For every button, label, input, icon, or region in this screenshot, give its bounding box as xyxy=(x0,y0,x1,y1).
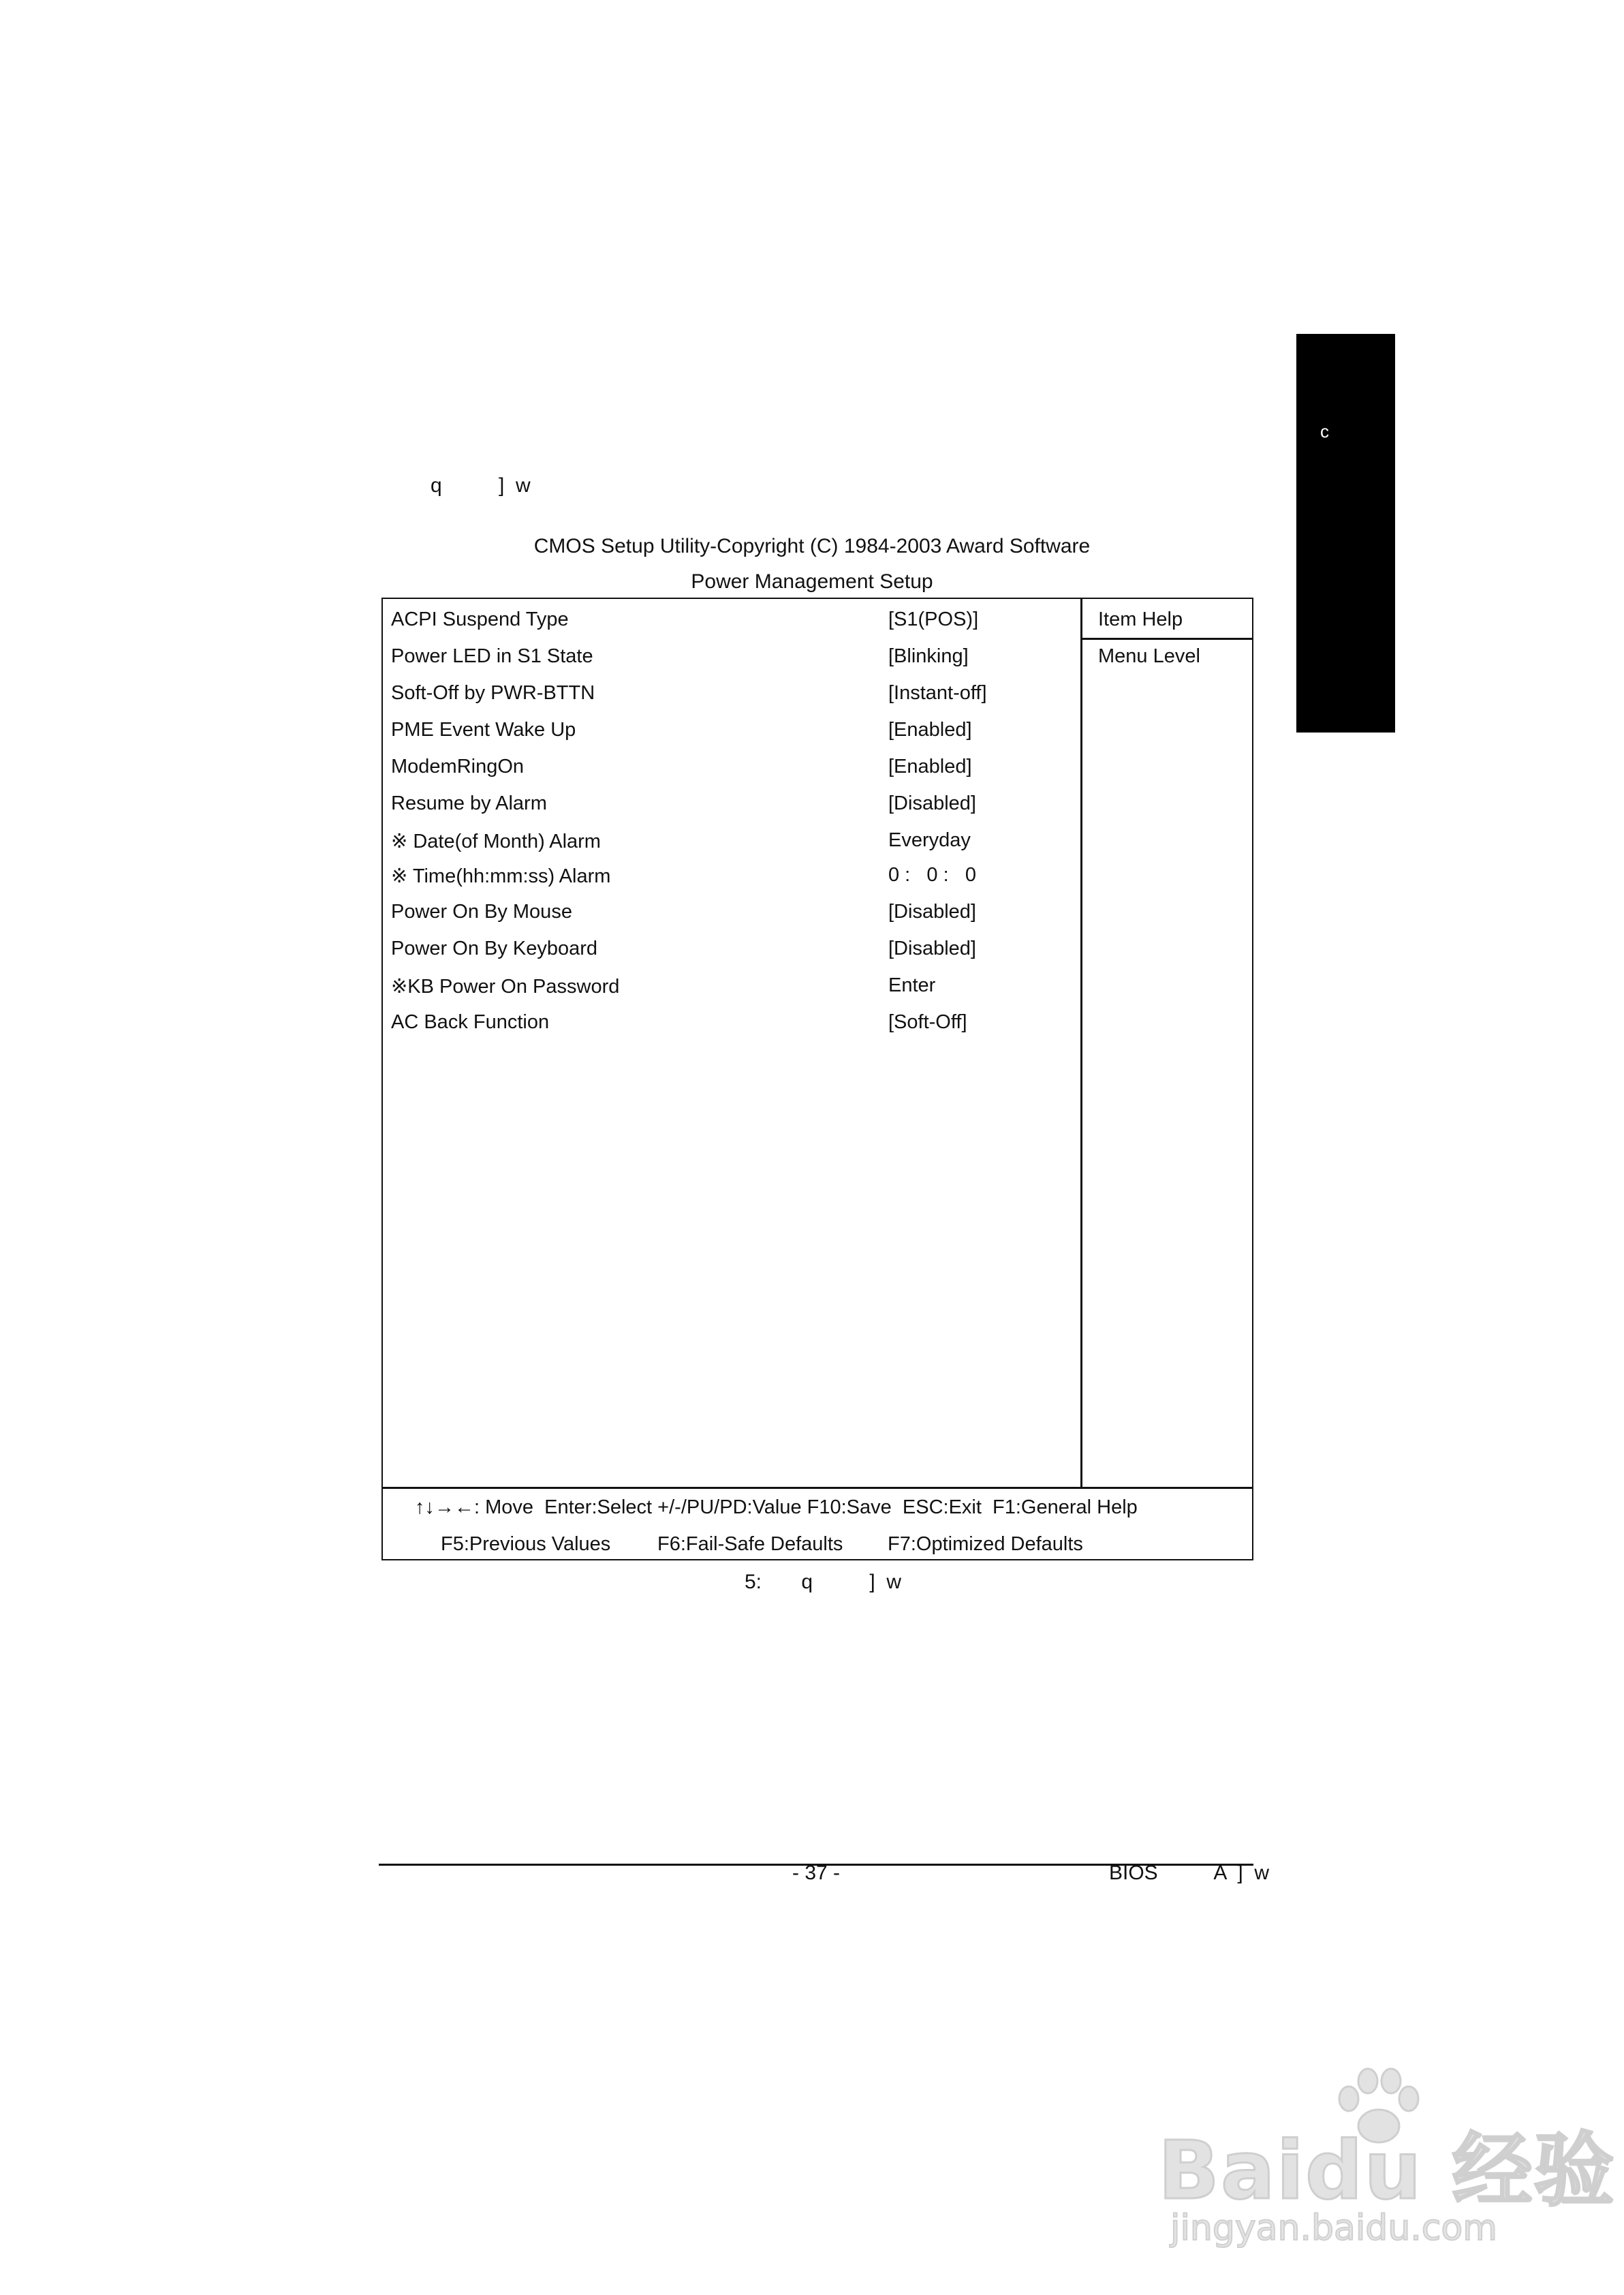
f7-hint: F7:Optimized Defaults xyxy=(888,1533,1083,1555)
setting-label: Power On By Mouse xyxy=(391,901,572,923)
f5-hint: F5:Previous Values xyxy=(441,1533,611,1555)
setting-value: Enter xyxy=(888,974,936,996)
page-number: - 37 - xyxy=(792,1862,841,1884)
setting-value[interactable]: [Soft-Off] xyxy=(888,1011,967,1033)
setting-value[interactable]: [Instant-off] xyxy=(888,682,987,704)
help-header-rule xyxy=(1080,638,1253,640)
setting-label: Power On By Keyboard xyxy=(391,938,598,959)
intro-heading: q ] w xyxy=(431,474,531,497)
f6-hint: F6:Fail-Safe Defaults xyxy=(657,1533,843,1555)
setting-label: ModemRingOn xyxy=(391,756,525,777)
setting-label: Power LED in S1 State xyxy=(391,645,593,667)
setting-label: Soft-Off by PWR-BTTN xyxy=(391,682,595,704)
setting-label: ※ Date(of Month) Alarm xyxy=(391,831,601,852)
footer-divider xyxy=(383,1487,1252,1489)
setting-label: ACPI Suspend Type xyxy=(391,609,569,630)
setting-value[interactable]: [Disabled] xyxy=(888,792,976,814)
item-help-header: Item Help xyxy=(1098,609,1183,630)
figure-caption: 5: q ] w xyxy=(745,1571,902,1593)
side-tab xyxy=(1296,334,1395,733)
watermark-logo: Baidu 经验 xyxy=(1158,2123,1616,2217)
watermark-url: jingyan.baidu.com xyxy=(1170,2208,1497,2249)
setting-label: Resume by Alarm xyxy=(391,792,547,814)
bios-title: CMOS Setup Utility-Copyright (C) 1984-2003 Award Software xyxy=(533,535,1091,557)
setting-value[interactable]: [Disabled] xyxy=(888,901,976,923)
setting-label: PME Event Wake Up xyxy=(391,719,576,741)
setting-value: Everyday xyxy=(888,829,971,851)
help-panel-divider xyxy=(1080,599,1082,1487)
menu-level-label: Menu Level xyxy=(1098,645,1200,667)
side-tab-letter: c xyxy=(1320,421,1329,442)
bios-subtitle: Power Management Setup xyxy=(691,570,933,593)
bios-screen-frame xyxy=(381,598,1253,1560)
watermark xyxy=(1158,2065,1616,2269)
setting-value[interactable]: [Enabled] xyxy=(888,756,972,777)
setting-label: ※KB Power On Password xyxy=(391,976,620,998)
key-hints-line: ↑↓→←: Move Enter:Select +/-/PU/PD:Value F10:Save ESC:Exit F1:General Help xyxy=(415,1496,1138,1518)
setting-value[interactable]: [Blinking] xyxy=(888,645,969,667)
setting-label: ※ Time(hh:mm:ss) Alarm xyxy=(391,865,611,887)
running-footer: BIOS A ] w xyxy=(1109,1862,1270,1884)
setting-value[interactable]: [Enabled] xyxy=(888,719,972,741)
setting-label: AC Back Function xyxy=(391,1011,550,1033)
setting-value[interactable]: [Disabled] xyxy=(888,938,976,959)
setting-value: 0 : 0 : 0 xyxy=(888,864,976,886)
setting-value[interactable]: [S1(POS)] xyxy=(888,609,979,630)
